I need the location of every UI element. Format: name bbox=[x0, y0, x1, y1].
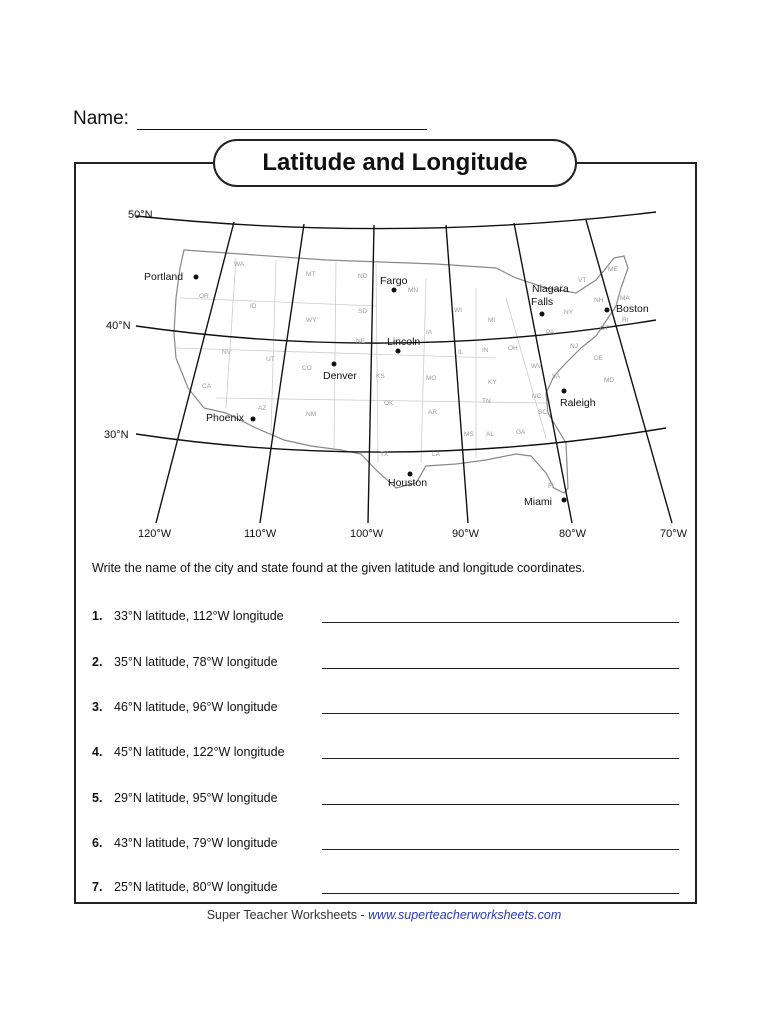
answer-line[interactable] bbox=[322, 701, 679, 714]
question-number: 4. bbox=[92, 744, 103, 759]
state-label: FL bbox=[548, 483, 556, 490]
question-number: 6. bbox=[92, 835, 103, 850]
state-label: MS bbox=[464, 431, 474, 438]
city-dot-fargo bbox=[392, 288, 397, 293]
lon-label: 100°W bbox=[350, 528, 384, 540]
city-label-niagara: Niagara bbox=[532, 283, 569, 295]
state-label: WV bbox=[531, 363, 542, 370]
name-field[interactable] bbox=[137, 113, 427, 130]
lon-line-90 bbox=[446, 225, 468, 523]
state-label: IN bbox=[482, 347, 489, 354]
state-label: AR bbox=[428, 409, 438, 416]
state-label: CO bbox=[302, 365, 312, 372]
question-text: 33°N latitude, 112°W longitude bbox=[114, 608, 284, 623]
city-dot-phoenix bbox=[251, 417, 256, 422]
answer-line[interactable] bbox=[322, 837, 679, 850]
footer-link[interactable]: www.superteacherworksheets.com bbox=[368, 908, 562, 922]
state-label: UT bbox=[266, 356, 275, 363]
lon-line-100 bbox=[368, 225, 374, 523]
state-label: GA bbox=[516, 429, 526, 436]
state-label: ID bbox=[250, 303, 257, 310]
state-label: OR bbox=[199, 293, 209, 300]
city-dot-raleigh bbox=[562, 389, 567, 394]
city-dot-denver bbox=[332, 362, 337, 367]
lon-line-70 bbox=[586, 220, 672, 523]
lon-label: 80°W bbox=[559, 528, 587, 540]
footer-brand: Super Teacher Worksheets - bbox=[206, 908, 369, 922]
lat-label: 50°N bbox=[128, 209, 153, 221]
lat-line-50 bbox=[136, 212, 656, 229]
us-map bbox=[76, 198, 692, 548]
city-label-fargo: Fargo bbox=[380, 275, 408, 287]
city-label-lincoln: Lincoln bbox=[387, 336, 421, 348]
lon-line-110 bbox=[260, 224, 304, 523]
state-label: KY bbox=[488, 379, 497, 386]
state-label: VT bbox=[578, 277, 587, 284]
question-row bbox=[92, 699, 679, 714]
state-label: CT bbox=[600, 325, 609, 332]
state-label: PA bbox=[546, 329, 555, 336]
state-label: DE bbox=[594, 355, 604, 362]
question-text: 35°N latitude, 78°W longitude bbox=[114, 654, 278, 669]
lon-label: 110°W bbox=[244, 528, 277, 540]
city-dot-miami bbox=[562, 498, 567, 503]
city-dot-houston bbox=[408, 472, 413, 477]
footer bbox=[0, 908, 768, 922]
question-row bbox=[92, 608, 679, 623]
question-text: 25°N latitude, 80°W longitude bbox=[114, 879, 278, 894]
question-text: 46°N latitude, 96°W longitude bbox=[114, 699, 278, 714]
state-label: MT bbox=[306, 271, 316, 278]
state-label: NV bbox=[222, 349, 232, 356]
state-label: ND bbox=[358, 273, 368, 280]
city-label-raleigh: Raleigh bbox=[560, 397, 596, 409]
lon-line-120 bbox=[156, 222, 234, 523]
lat-label: 30°N bbox=[104, 429, 129, 441]
question-number: 5. bbox=[92, 790, 103, 805]
state-label: NE bbox=[356, 338, 366, 345]
state-label: TN bbox=[482, 398, 491, 405]
state-label: LA bbox=[432, 451, 440, 458]
state-label: KS bbox=[376, 373, 385, 380]
city-label-portland: Portland bbox=[144, 271, 184, 283]
state-label: MA bbox=[620, 295, 630, 302]
city-label-boston: Boston bbox=[616, 303, 649, 315]
state-label: CA bbox=[202, 383, 212, 390]
state-label: OK bbox=[384, 400, 394, 407]
question-row bbox=[92, 790, 679, 805]
question-text: 45°N latitude, 122°W longitude bbox=[114, 744, 285, 759]
lon-label: 90°W bbox=[452, 528, 480, 540]
state-label: WY bbox=[306, 317, 317, 324]
name-row bbox=[73, 108, 427, 130]
state-label: VA bbox=[552, 373, 561, 380]
question-number: 3. bbox=[92, 699, 103, 714]
state-label: IA bbox=[426, 329, 433, 336]
city-dot-boston bbox=[605, 308, 610, 313]
state-label: MO bbox=[426, 375, 437, 382]
name-label: Name: bbox=[73, 108, 129, 129]
lon-label: 120°W bbox=[138, 528, 172, 540]
state-label: NJ bbox=[570, 343, 578, 350]
answer-line[interactable] bbox=[322, 792, 679, 805]
city-dot-niagara-falls bbox=[540, 312, 545, 317]
state-label: NM bbox=[306, 411, 317, 418]
state-label: SD bbox=[358, 308, 368, 315]
state-label: NC bbox=[532, 393, 542, 400]
city-label-miami: Miami bbox=[524, 496, 552, 508]
state-label: SC bbox=[538, 409, 548, 416]
lat-line-30 bbox=[136, 428, 666, 452]
state-label: TX bbox=[380, 451, 389, 458]
state-label: ME bbox=[608, 266, 618, 273]
state-label: RI bbox=[622, 317, 629, 324]
state-label: WI bbox=[454, 307, 462, 314]
question-row bbox=[92, 879, 679, 894]
state-label: IL bbox=[458, 349, 464, 356]
question-row bbox=[92, 835, 679, 850]
state-label: MI bbox=[488, 317, 496, 324]
city-dot-lincoln bbox=[396, 349, 401, 354]
state-label: AL bbox=[486, 431, 494, 438]
question-number: 2. bbox=[92, 654, 103, 669]
city-label-denver: Denver bbox=[323, 370, 357, 382]
question-text: 43°N latitude, 79°W longitude bbox=[114, 835, 278, 850]
question-number: 1. bbox=[92, 608, 103, 623]
state-label: NY bbox=[564, 309, 574, 316]
state-label: OH bbox=[508, 345, 518, 352]
instructions: Write the name of the city and state found at the given latitude and longitude coordinates. bbox=[92, 561, 586, 575]
question-number: 7. bbox=[92, 879, 103, 894]
lon-label: 70°W bbox=[660, 528, 688, 540]
question-text: 29°N latitude, 95°W longitude bbox=[114, 790, 278, 805]
state-label: AZ bbox=[258, 405, 267, 412]
state-label: NH bbox=[594, 297, 604, 304]
city-dot-portland bbox=[194, 275, 199, 280]
question-row bbox=[92, 654, 679, 669]
answer-line[interactable] bbox=[322, 746, 679, 759]
city-label-falls: Falls bbox=[531, 296, 554, 308]
city-label-phoenix: Phoenix bbox=[206, 412, 244, 424]
city-label-houston: Houston bbox=[388, 477, 428, 489]
lat-label: 40°N bbox=[106, 320, 131, 332]
state-label: WA bbox=[234, 261, 245, 268]
page-title: Latitude and Longitude bbox=[213, 139, 577, 187]
answer-line[interactable] bbox=[322, 656, 679, 669]
answer-line[interactable] bbox=[322, 610, 679, 623]
question-row bbox=[92, 744, 679, 759]
lon-line-80 bbox=[514, 223, 572, 523]
answer-line[interactable] bbox=[322, 881, 679, 894]
state-label: MN bbox=[408, 287, 419, 294]
state-label: MD bbox=[604, 377, 615, 384]
